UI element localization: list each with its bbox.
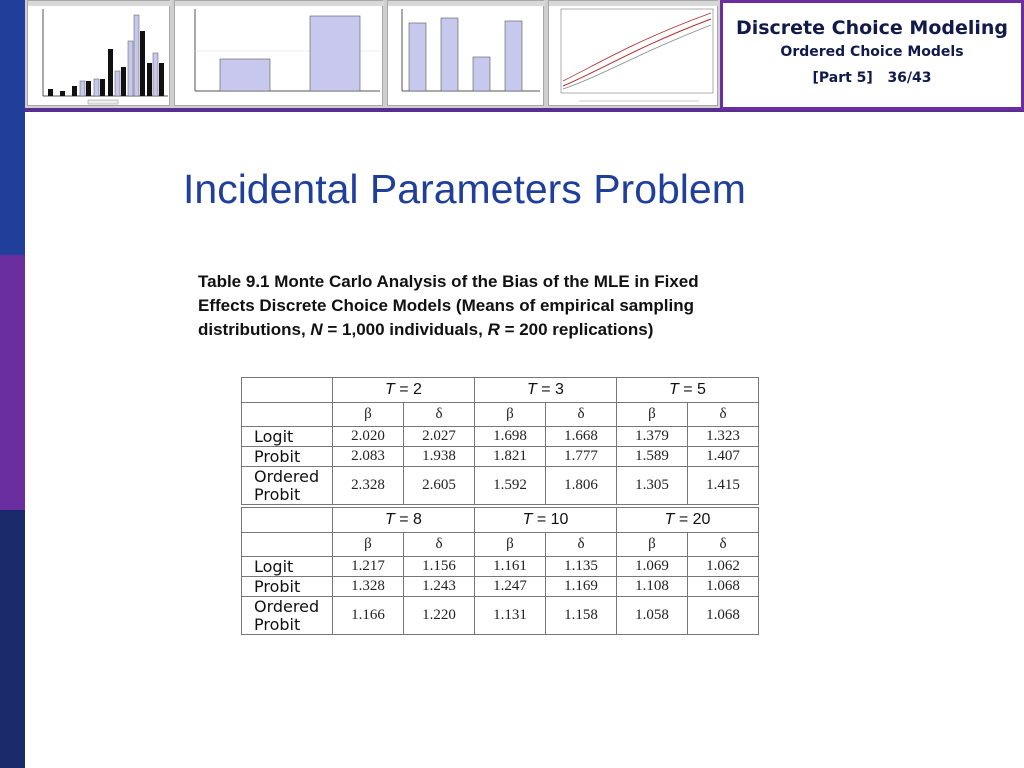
monte-carlo-table-1 xyxy=(241,377,759,505)
table-cell: 1.777 xyxy=(546,447,617,467)
table-2-header-t8: T = 8 xyxy=(333,508,475,533)
left-strip-bottom xyxy=(0,510,25,768)
header-title-box xyxy=(720,0,1024,110)
table-cell: 1.247 xyxy=(475,577,546,597)
part-page-indicator xyxy=(723,70,1021,86)
table-1-corner-cell xyxy=(242,378,333,403)
table-row xyxy=(242,467,759,505)
caption-n-symbol: N xyxy=(310,320,323,339)
table-2-param-corner xyxy=(242,533,333,557)
course-title: Discrete Choice Modeling xyxy=(735,17,1009,39)
table-cell: 2.328 xyxy=(333,467,404,505)
row-label-ordered-probit: Ordered Probit xyxy=(242,597,333,635)
table-1-header-t5: T = 5 xyxy=(617,378,759,403)
table-row xyxy=(242,427,759,447)
thumbnail-histogram xyxy=(27,0,170,106)
table-1-header-row xyxy=(242,378,759,403)
table-row xyxy=(242,557,759,577)
table-cell: 1.328 xyxy=(333,577,404,597)
table-1-param-delta: δ xyxy=(546,403,617,427)
row-label-probit: Probit xyxy=(242,447,333,467)
table-cell: 2.605 xyxy=(404,467,475,505)
table-2-param-beta: β xyxy=(333,533,404,557)
left-strip-middle xyxy=(0,255,25,510)
thumbnail-line-plot xyxy=(548,0,718,106)
histogram-graphic xyxy=(28,1,171,107)
table-2-param-delta: δ xyxy=(688,533,759,557)
table-cell: 1.108 xyxy=(617,577,688,597)
table-2-param-beta: β xyxy=(475,533,546,557)
row-label-logit: Logit xyxy=(242,557,333,577)
table-cell: 1.166 xyxy=(333,597,404,635)
table-cell: 1.131 xyxy=(475,597,546,635)
table-1-param-beta: β xyxy=(475,403,546,427)
table-cell: 1.592 xyxy=(475,467,546,505)
table-2-param-delta: δ xyxy=(404,533,475,557)
table-1-param-corner xyxy=(242,403,333,427)
table-2-header-t10: T = 10 xyxy=(475,508,617,533)
table-cell: 1.806 xyxy=(546,467,617,505)
table-cell: 1.169 xyxy=(546,577,617,597)
table-1-param-delta: δ xyxy=(688,403,759,427)
page-number: 36/43 xyxy=(887,70,932,86)
thumbnail-bar-chart-2 xyxy=(387,0,544,106)
caption-line-1: Table 9.1 Monte Carlo Analysis of the Bias of the MLE in Fixed xyxy=(198,272,699,291)
caption-line-2: Effects Discrete Choice Models (Means of empirical sampling xyxy=(198,296,694,315)
table-2-param-row xyxy=(242,533,759,557)
table-cell: 1.938 xyxy=(404,447,475,467)
table-cell: 2.083 xyxy=(333,447,404,467)
table-cell: 1.379 xyxy=(617,427,688,447)
table-cell: 1.135 xyxy=(546,557,617,577)
caption-line-3 xyxy=(198,318,808,342)
table-cell: 1.589 xyxy=(617,447,688,467)
table-cell: 1.217 xyxy=(333,557,404,577)
slide-title: Incidental Parameters Problem xyxy=(183,166,746,212)
table-1-param-delta: δ xyxy=(404,403,475,427)
table-row xyxy=(242,577,759,597)
table-1-param-beta: β xyxy=(333,403,404,427)
row-label-probit: Probit xyxy=(242,577,333,597)
table-cell: 1.323 xyxy=(688,427,759,447)
part-label: [Part 5] xyxy=(812,70,873,86)
table-2-header-t20: T = 20 xyxy=(617,508,759,533)
bar-chart-2-graphic xyxy=(388,1,545,107)
table-row xyxy=(242,597,759,635)
table-cell: 1.161 xyxy=(475,557,546,577)
table-cell: 1.698 xyxy=(475,427,546,447)
table-1-param-beta: β xyxy=(617,403,688,427)
table-cell: 1.415 xyxy=(688,467,759,505)
table-cell: 1.068 xyxy=(688,577,759,597)
table-cell: 1.069 xyxy=(617,557,688,577)
table-1-header-t3: T = 3 xyxy=(475,378,617,403)
table-cell: 1.305 xyxy=(617,467,688,505)
monte-carlo-table-2 xyxy=(241,507,759,635)
course-subtitle: Ordered Choice Models xyxy=(780,44,964,60)
table-cell: 2.020 xyxy=(333,427,404,447)
caption-line-3c: = 200 replications) xyxy=(499,320,654,339)
table-cell: 1.068 xyxy=(688,597,759,635)
header-chart-thumbnails xyxy=(25,0,720,108)
thumbnail-bar-chart-1 xyxy=(174,0,383,106)
caption-r-symbol: R xyxy=(487,320,500,339)
bar-chart-1-graphic xyxy=(175,1,384,107)
line-plot-graphic xyxy=(549,1,719,107)
row-label-logit: Logit xyxy=(242,427,333,447)
table-caption xyxy=(198,270,808,342)
table-cell: 1.220 xyxy=(404,597,475,635)
row-label-ordered-probit: Ordered Probit xyxy=(242,467,333,505)
table-2-param-beta: β xyxy=(617,533,688,557)
caption-line-3a: distributions, xyxy=(198,320,311,339)
table-1-param-row xyxy=(242,403,759,427)
table-cell: 1.158 xyxy=(546,597,617,635)
table-cell: 1.156 xyxy=(404,557,475,577)
table-2-corner-cell xyxy=(242,508,333,533)
table-cell: 1.058 xyxy=(617,597,688,635)
table-2-header-row xyxy=(242,508,759,533)
table-cell: 1.243 xyxy=(404,577,475,597)
table-row xyxy=(242,447,759,467)
table-1-header-t2: T = 2 xyxy=(333,378,475,403)
caption-line-3b: = 1,000 individuals, xyxy=(322,320,488,339)
table-cell: 2.027 xyxy=(404,427,475,447)
left-strip-top xyxy=(0,0,25,255)
table-cell: 1.062 xyxy=(688,557,759,577)
table-cell: 1.407 xyxy=(688,447,759,467)
table-cell: 1.821 xyxy=(475,447,546,467)
table-cell: 1.668 xyxy=(546,427,617,447)
table-2-param-delta: δ xyxy=(546,533,617,557)
